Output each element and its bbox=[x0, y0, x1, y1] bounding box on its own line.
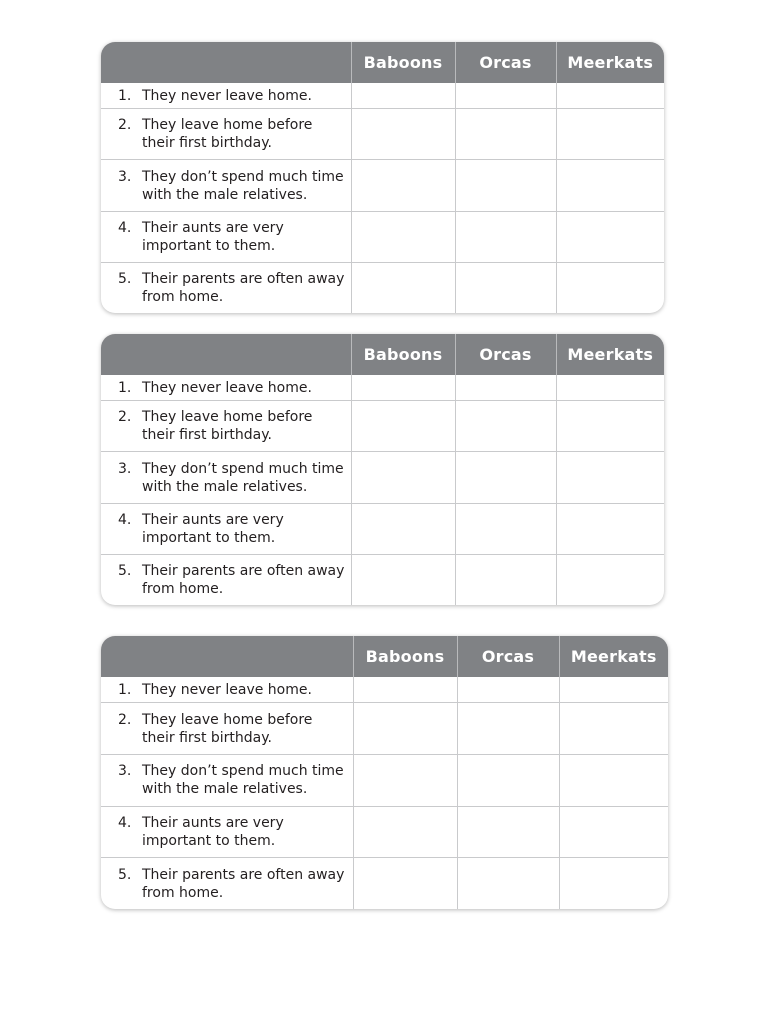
statement-text: They never leave home. bbox=[142, 87, 312, 104]
answer-cell-baboons[interactable] bbox=[351, 160, 455, 211]
answer-cell-orcas[interactable] bbox=[457, 677, 559, 703]
statement-cell bbox=[101, 375, 351, 401]
statement-text: Their parents are often away from home. bbox=[142, 866, 345, 901]
statement-cell bbox=[101, 452, 351, 503]
header-blank-cell bbox=[101, 42, 351, 83]
statement-number: 5. bbox=[118, 866, 132, 883]
statement-text: Their aunts are very important to them. bbox=[142, 511, 284, 546]
statement-cell bbox=[101, 211, 351, 262]
header-blank-cell bbox=[101, 636, 353, 677]
answer-cell-orcas[interactable] bbox=[457, 755, 559, 807]
statement-text: Their aunts are very important to them. bbox=[142, 219, 284, 254]
statement-cell bbox=[101, 262, 351, 313]
answer-cell-orcas[interactable] bbox=[457, 703, 559, 755]
statement-number: 1. bbox=[118, 87, 132, 104]
answer-cell-meerkats[interactable] bbox=[556, 452, 664, 503]
answer-cell-orcas[interactable] bbox=[455, 83, 556, 109]
column-header-baboons: Baboons bbox=[351, 42, 455, 83]
statement-cell bbox=[101, 503, 351, 554]
header-blank-cell bbox=[101, 334, 351, 375]
column-header-orcas: Orcas bbox=[457, 636, 559, 677]
column-header-baboons: Baboons bbox=[351, 334, 455, 375]
statement-number: 3. bbox=[118, 460, 132, 477]
table-row bbox=[101, 83, 664, 109]
answer-cell-meerkats[interactable] bbox=[556, 554, 664, 605]
answer-cell-baboons[interactable] bbox=[353, 755, 457, 807]
answer-cell-baboons[interactable] bbox=[351, 262, 455, 313]
answer-cell-baboons[interactable] bbox=[351, 83, 455, 109]
answer-cell-meerkats[interactable] bbox=[559, 677, 668, 703]
answer-cell-orcas[interactable] bbox=[455, 452, 556, 503]
statement-number: 2. bbox=[118, 409, 132, 426]
answer-cell-baboons[interactable] bbox=[353, 703, 457, 755]
statement-cell bbox=[101, 703, 353, 755]
statement-cell bbox=[101, 109, 351, 160]
header-row bbox=[101, 334, 664, 375]
answer-cell-baboons[interactable] bbox=[351, 452, 455, 503]
table-row bbox=[101, 160, 664, 211]
statement-number: 1. bbox=[118, 379, 132, 396]
answer-cell-baboons[interactable] bbox=[351, 211, 455, 262]
answer-cell-meerkats[interactable] bbox=[559, 858, 668, 909]
answer-cell-baboons[interactable] bbox=[351, 401, 455, 452]
answer-cell-meerkats[interactable] bbox=[556, 503, 664, 554]
table-row bbox=[101, 755, 668, 807]
statement-cell bbox=[101, 83, 351, 109]
statement-text: Their parents are often away from home. bbox=[142, 562, 345, 597]
statement-number: 3. bbox=[118, 763, 132, 780]
statement-number: 3. bbox=[118, 168, 132, 185]
answer-cell-orcas[interactable] bbox=[457, 806, 559, 858]
statement-number: 5. bbox=[118, 562, 132, 579]
statement-cell bbox=[101, 160, 351, 211]
answer-cell-meerkats[interactable] bbox=[559, 806, 668, 858]
answer-cell-meerkats[interactable] bbox=[559, 703, 668, 755]
statement-number: 4. bbox=[118, 511, 132, 528]
answer-cell-baboons[interactable] bbox=[351, 503, 455, 554]
column-header-orcas: Orcas bbox=[455, 42, 556, 83]
table-row bbox=[101, 375, 664, 401]
answer-cell-orcas[interactable] bbox=[455, 554, 556, 605]
table-row bbox=[101, 703, 668, 755]
answer-cell-meerkats[interactable] bbox=[559, 755, 668, 807]
answer-cell-orcas[interactable] bbox=[455, 503, 556, 554]
comparison-table-3 bbox=[101, 636, 668, 909]
comparison-table-2 bbox=[101, 334, 664, 605]
statement-text: They leave home before their first birthday. bbox=[142, 117, 313, 152]
statement-cell bbox=[101, 554, 351, 605]
answer-cell-baboons[interactable] bbox=[351, 554, 455, 605]
table-row bbox=[101, 401, 664, 452]
column-header-meerkats: Meerkats bbox=[556, 42, 664, 83]
header-row bbox=[101, 42, 664, 83]
statement-number: 5. bbox=[118, 270, 132, 287]
answer-cell-baboons[interactable] bbox=[351, 109, 455, 160]
statement-number: 4. bbox=[118, 815, 132, 832]
answer-cell-meerkats[interactable] bbox=[556, 109, 664, 160]
table-row bbox=[101, 452, 664, 503]
statement-text: They leave home before their first birthday. bbox=[142, 711, 313, 746]
statement-number: 4. bbox=[118, 219, 132, 236]
statement-text: They don’t spend much time with the male relatives. bbox=[142, 763, 344, 798]
answer-cell-orcas[interactable] bbox=[455, 375, 556, 401]
answer-cell-orcas[interactable] bbox=[455, 109, 556, 160]
statement-text: They never leave home. bbox=[142, 681, 312, 698]
answer-cell-baboons[interactable] bbox=[353, 677, 457, 703]
answer-cell-baboons[interactable] bbox=[351, 375, 455, 401]
table-row bbox=[101, 677, 668, 703]
column-header-meerkats: Meerkats bbox=[556, 334, 664, 375]
statement-cell bbox=[101, 806, 353, 858]
statement-cell bbox=[101, 755, 353, 807]
table-row bbox=[101, 554, 664, 605]
answer-cell-meerkats[interactable] bbox=[556, 375, 664, 401]
statement-text: Their aunts are very important to them. bbox=[142, 815, 284, 850]
statement-text: They never leave home. bbox=[142, 379, 312, 396]
column-header-meerkats: Meerkats bbox=[559, 636, 668, 677]
table-row bbox=[101, 109, 664, 160]
statement-text: They don’t spend much time with the male relatives. bbox=[142, 168, 344, 203]
statement-number: 2. bbox=[118, 711, 132, 728]
statement-cell bbox=[101, 401, 351, 452]
statement-number: 1. bbox=[118, 681, 132, 698]
answer-cell-meerkats[interactable] bbox=[556, 83, 664, 109]
table-grid bbox=[101, 334, 664, 605]
answer-cell-orcas[interactable] bbox=[455, 160, 556, 211]
answer-cell-meerkats[interactable] bbox=[556, 160, 664, 211]
column-header-baboons: Baboons bbox=[353, 636, 457, 677]
statement-text: They don’t spend much time with the male relatives. bbox=[142, 460, 344, 495]
answer-cell-meerkats[interactable] bbox=[556, 211, 664, 262]
table-grid bbox=[101, 636, 668, 909]
table-row bbox=[101, 806, 668, 858]
statement-cell bbox=[101, 858, 353, 909]
table-row bbox=[101, 262, 664, 313]
answer-cell-orcas[interactable] bbox=[457, 858, 559, 909]
answer-cell-meerkats[interactable] bbox=[556, 262, 664, 313]
answer-cell-orcas[interactable] bbox=[455, 211, 556, 262]
statement-number: 2. bbox=[118, 117, 132, 134]
table-row bbox=[101, 503, 664, 554]
answer-cell-baboons[interactable] bbox=[353, 858, 457, 909]
column-header-orcas: Orcas bbox=[455, 334, 556, 375]
statement-text: They leave home before their first birthday. bbox=[142, 409, 313, 444]
table-grid bbox=[101, 42, 664, 313]
answer-cell-meerkats[interactable] bbox=[556, 401, 664, 452]
statement-text: Their parents are often away from home. bbox=[142, 270, 345, 305]
header-row bbox=[101, 636, 668, 677]
answer-cell-orcas[interactable] bbox=[455, 262, 556, 313]
table-row bbox=[101, 858, 668, 909]
comparison-table-1 bbox=[101, 42, 664, 313]
table-row bbox=[101, 211, 664, 262]
answer-cell-baboons[interactable] bbox=[353, 806, 457, 858]
statement-cell bbox=[101, 677, 353, 703]
answer-cell-orcas[interactable] bbox=[455, 401, 556, 452]
